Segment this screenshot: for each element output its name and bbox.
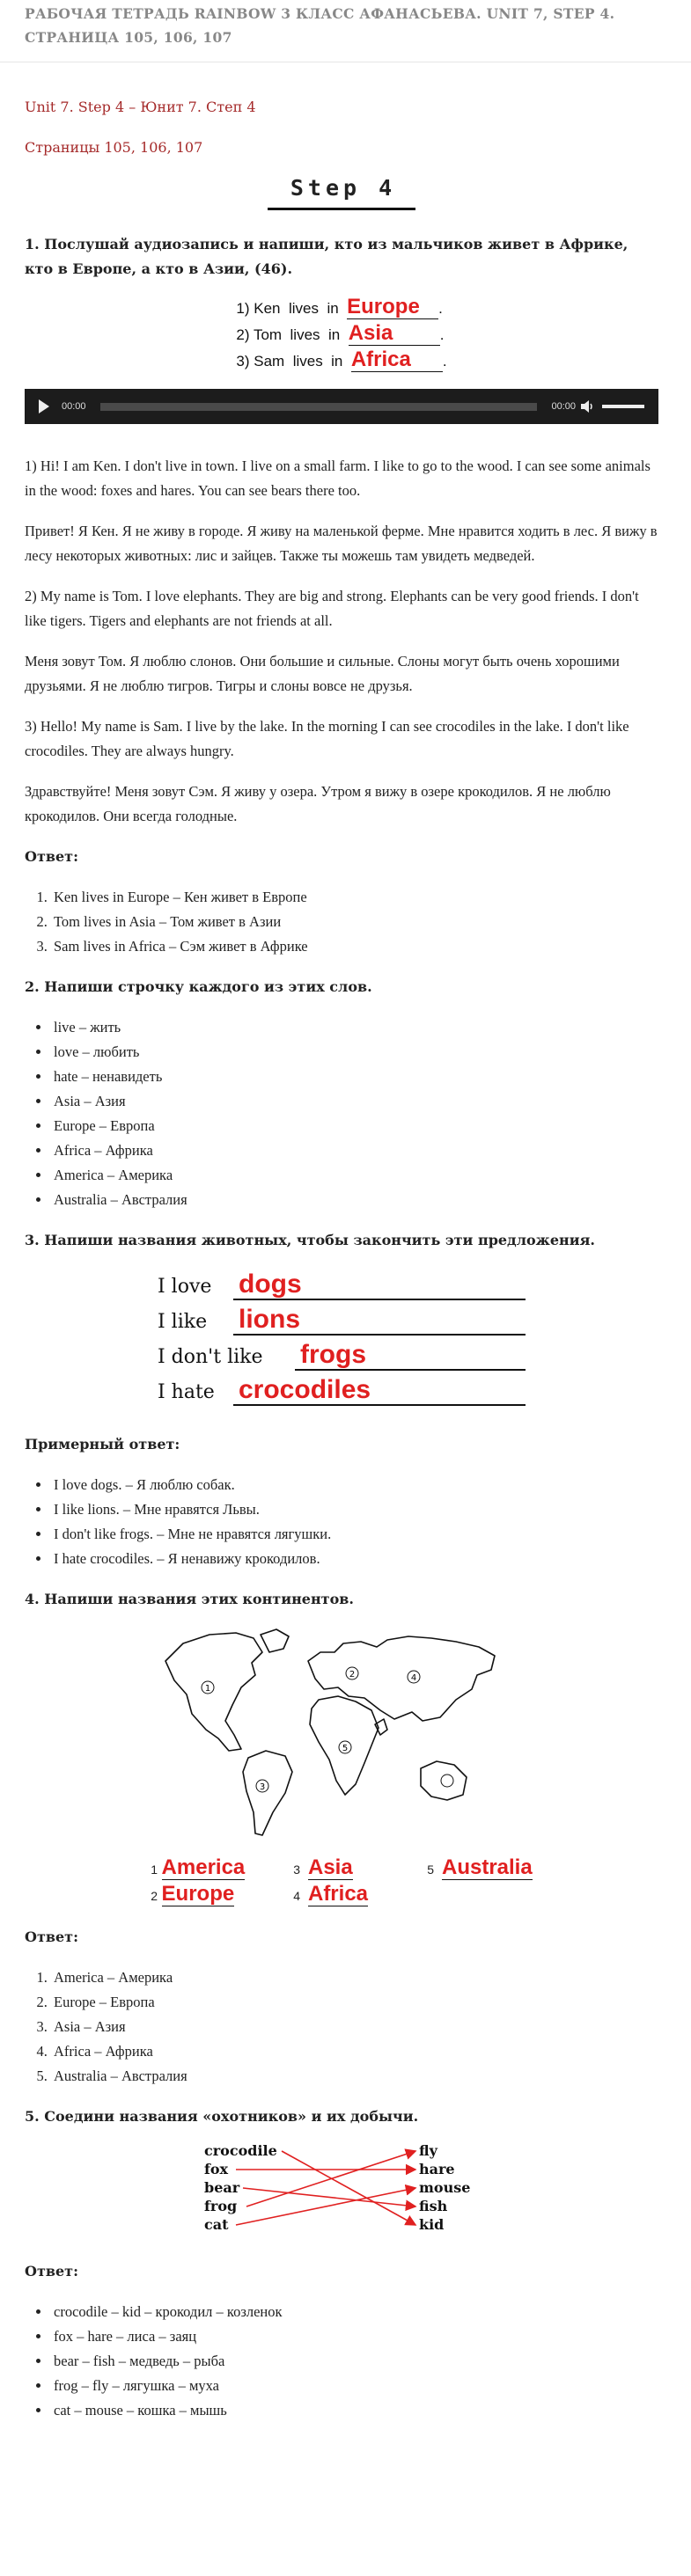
ex4-answer-list — [25, 1965, 658, 2089]
page-title: РАБОЧАЯ ТЕТРАДЬ RAINBOW 3 КЛАСС АФАНАСЬЕВА. UNIT 7, STEP 4. СТРАНИЦА 105, 106, 107 — [25, 5, 615, 46]
ex5-answer-list — [25, 2300, 658, 2423]
ex3-row: I don't like frogs — [158, 1341, 526, 1376]
text-paragraph: Здравствуйте! Меня зовут Сэм. Я живу у озера. Утром я вижу в озере крокодилов. Я не люблю крокодилов. Они всегда голодные. — [25, 783, 611, 824]
ex3-answer: frogs — [295, 1341, 526, 1371]
ex4-answer: Europe — [161, 1882, 235, 1906]
list-item: • I like lions. – Мне нравятся Львы. — [51, 1497, 658, 1522]
map-number: 2 — [349, 1670, 356, 1680]
prey-word: fish — [419, 2198, 448, 2214]
step-title: Step 4 — [268, 176, 415, 210]
prey-word: hare — [419, 2161, 455, 2177]
list-item: • crocodile – kid – крокодил – козленок — [51, 2300, 658, 2324]
map-number: 3 — [259, 1782, 266, 1792]
play-icon[interactable] — [39, 399, 49, 413]
ex1-fill-image — [25, 296, 658, 375]
matching-diagram — [201, 2143, 482, 2242]
list-item: 1. Ken lives in Europe – Кен живет в Европе — [51, 885, 658, 910]
ex5-heading: 5. Соедини названия «охотников» и их добычи. — [25, 2108, 419, 2125]
ex4-answer: Asia — [307, 1855, 353, 1879]
ex3-row: I love dogs — [158, 1270, 526, 1306]
map-number: 1 — [204, 1684, 211, 1694]
hunter-word: crocodile — [204, 2143, 277, 2159]
hunter-word: bear — [204, 2179, 240, 2196]
ex4-answer: America — [161, 1855, 246, 1879]
list-item: 1. America – Америка — [51, 1965, 658, 1990]
unit-step-link[interactable]: Unit 7. Step 4 – Юнит 7. Степ 4 — [25, 99, 256, 115]
ex2-heading: 2. Напиши строчку каждого из этих слов. — [25, 978, 372, 995]
hunter-word: cat — [204, 2216, 229, 2233]
list-item: • America – Америка — [51, 1163, 658, 1188]
ex4-heading: 4. Напиши названия этих континентов. — [25, 1591, 354, 1607]
list-item: • fox – hare – лиса – заяц — [51, 2324, 658, 2349]
ex3-answer: lions — [233, 1306, 526, 1336]
list-item: 2. Tom lives in Asia – Том живет в Азии — [51, 910, 658, 934]
ex3-row: I like lions — [158, 1306, 526, 1341]
audio-duration: 00:00 — [551, 401, 576, 412]
text-paragraph: 3) Hello! My name is Sam. I live by the lake. In the morning I can see crocodiles in the lake. I don't like crocodiles. They are always hungry. — [25, 718, 629, 759]
step-heading-image — [25, 176, 658, 232]
list-item: • live – жить — [51, 1015, 658, 1040]
prey-word: fly — [419, 2143, 437, 2159]
hunter-word: frog — [204, 2198, 238, 2214]
ex1-answer-label: Ответ: — [25, 848, 78, 865]
world-map — [157, 1626, 526, 1855]
list-item: • I hate crocodiles. – Я ненавижу крокодилов. — [51, 1547, 658, 1571]
ex1-answer: Asia — [349, 322, 440, 346]
ex4-answer: Australia — [441, 1855, 533, 1879]
ex3-heading: 3. Напиши названия животных, чтобы закончить эти предложения. — [25, 1232, 595, 1248]
ex3-answer-label: Примерный ответ: — [25, 1436, 180, 1453]
list-item: • Australia – Австралия — [51, 1188, 658, 1212]
ex3-answer: crocodiles — [233, 1376, 526, 1406]
ex1-answer: Africa — [351, 348, 443, 372]
text-paragraph: 2) My name is Tom. I love elephants. They are big and strong. Elephants can be very good friends. I don't like tigers. Tigers and elephants are not friends at all. — [25, 588, 639, 629]
list-item: • hate – ненавидеть — [51, 1065, 658, 1089]
ex1-row: 2) Tom lives in Asia . — [236, 321, 445, 345]
ex2-word-list — [25, 1015, 658, 1212]
list-item: • frog – fly – лягушка – муха — [51, 2374, 658, 2398]
hunter-word: fox — [204, 2161, 229, 2177]
list-item: • I love dogs. – Я люблю собак. — [51, 1473, 658, 1497]
list-item: • I don't like frogs. – Мне не нравятся лягушки. — [51, 1522, 658, 1547]
ex4-answer-label: Ответ: — [25, 1928, 78, 1945]
matching-image — [25, 2143, 658, 2242]
world-map-image: 1 2 3 4 5 1 America 3 Asia 5 Australia 2 Europe 4 Africa — [25, 1626, 658, 1909]
match-line — [243, 2188, 415, 2206]
match-line — [236, 2188, 415, 2225]
map-number: 4 — [410, 1673, 417, 1683]
map-number: 5 — [342, 1744, 349, 1753]
list-item: 3. Sam lives in Africa – Сэм живет в Африке — [51, 934, 658, 959]
article-content — [25, 95, 658, 2423]
list-item: • cat – mouse – кошка – мышь — [51, 2398, 658, 2423]
text-paragraph: 1) Hi! I am Ken. I don't live in town. I live on a small farm. I like to go to the wood. I can see some animals in the wood: foxes and hares. You can see bears there too. — [25, 457, 651, 499]
list-item: • Europe – Европа — [51, 1114, 658, 1138]
ex4-answer: Africa — [307, 1882, 369, 1906]
audio-player — [25, 389, 658, 424]
ex3-fill-image — [25, 1270, 658, 1411]
prey-word: kid — [419, 2216, 445, 2233]
list-item: • Africa – Африка — [51, 1138, 658, 1163]
list-item: 4. Africa – Африка — [51, 2039, 658, 2064]
volume-slider[interactable] — [602, 405, 644, 408]
match-line — [246, 2151, 415, 2206]
ex3-row: I hate crocodiles — [158, 1376, 526, 1411]
ex5-answer-label: Ответ: — [25, 2263, 78, 2280]
audio-progress-bar[interactable] — [100, 403, 538, 411]
list-item: • Asia – Азия — [51, 1089, 658, 1114]
ex1-answer: Europe — [347, 296, 438, 319]
ex3-answer-list — [25, 1473, 658, 1571]
audio-current-time: 00:00 — [62, 401, 86, 412]
text-paragraph: Меня зовут Том. Я люблю слонов. Они большие и сильные. Слоны могут быть очень хорошими друзьями. Я не люблю тигров. Тигры и слоны вовсе не друзья. — [25, 653, 620, 694]
ex3-answer: dogs — [233, 1270, 526, 1300]
list-item: 3. Asia – Азия — [51, 2015, 658, 2039]
pages-link[interactable]: Страницы 105, 106, 107 — [25, 139, 203, 156]
ex1-row: 1) Ken lives in Europe . — [236, 295, 443, 318]
prey-word: mouse — [419, 2179, 471, 2196]
list-item: 2. Europe – Европа — [51, 1990, 658, 2015]
list-item: • bear – fish – медведь – рыба — [51, 2349, 658, 2374]
text-paragraph: Привет! Я Кен. Я не живу в городе. Я живу на маленькой ферме. Мне нравится ходить в лес. Я вижу в лесу некоторых животных: лис и зайцев. Также ты можешь там увидеть медведей. — [25, 523, 658, 564]
ex1-answer-list — [25, 885, 658, 959]
ex1-heading: 1. Послушай аудиозапись и напиши, кто из мальчиков живет в Африке, кто в Европе, а кто в Азии, (46). — [25, 236, 629, 277]
ex1-row: 3) Sam lives in Africa . — [236, 348, 447, 371]
list-item: • love – любить — [51, 1040, 658, 1065]
volume-icon[interactable] — [581, 400, 595, 413]
list-item: 5. Australia – Австралия — [51, 2064, 658, 2089]
